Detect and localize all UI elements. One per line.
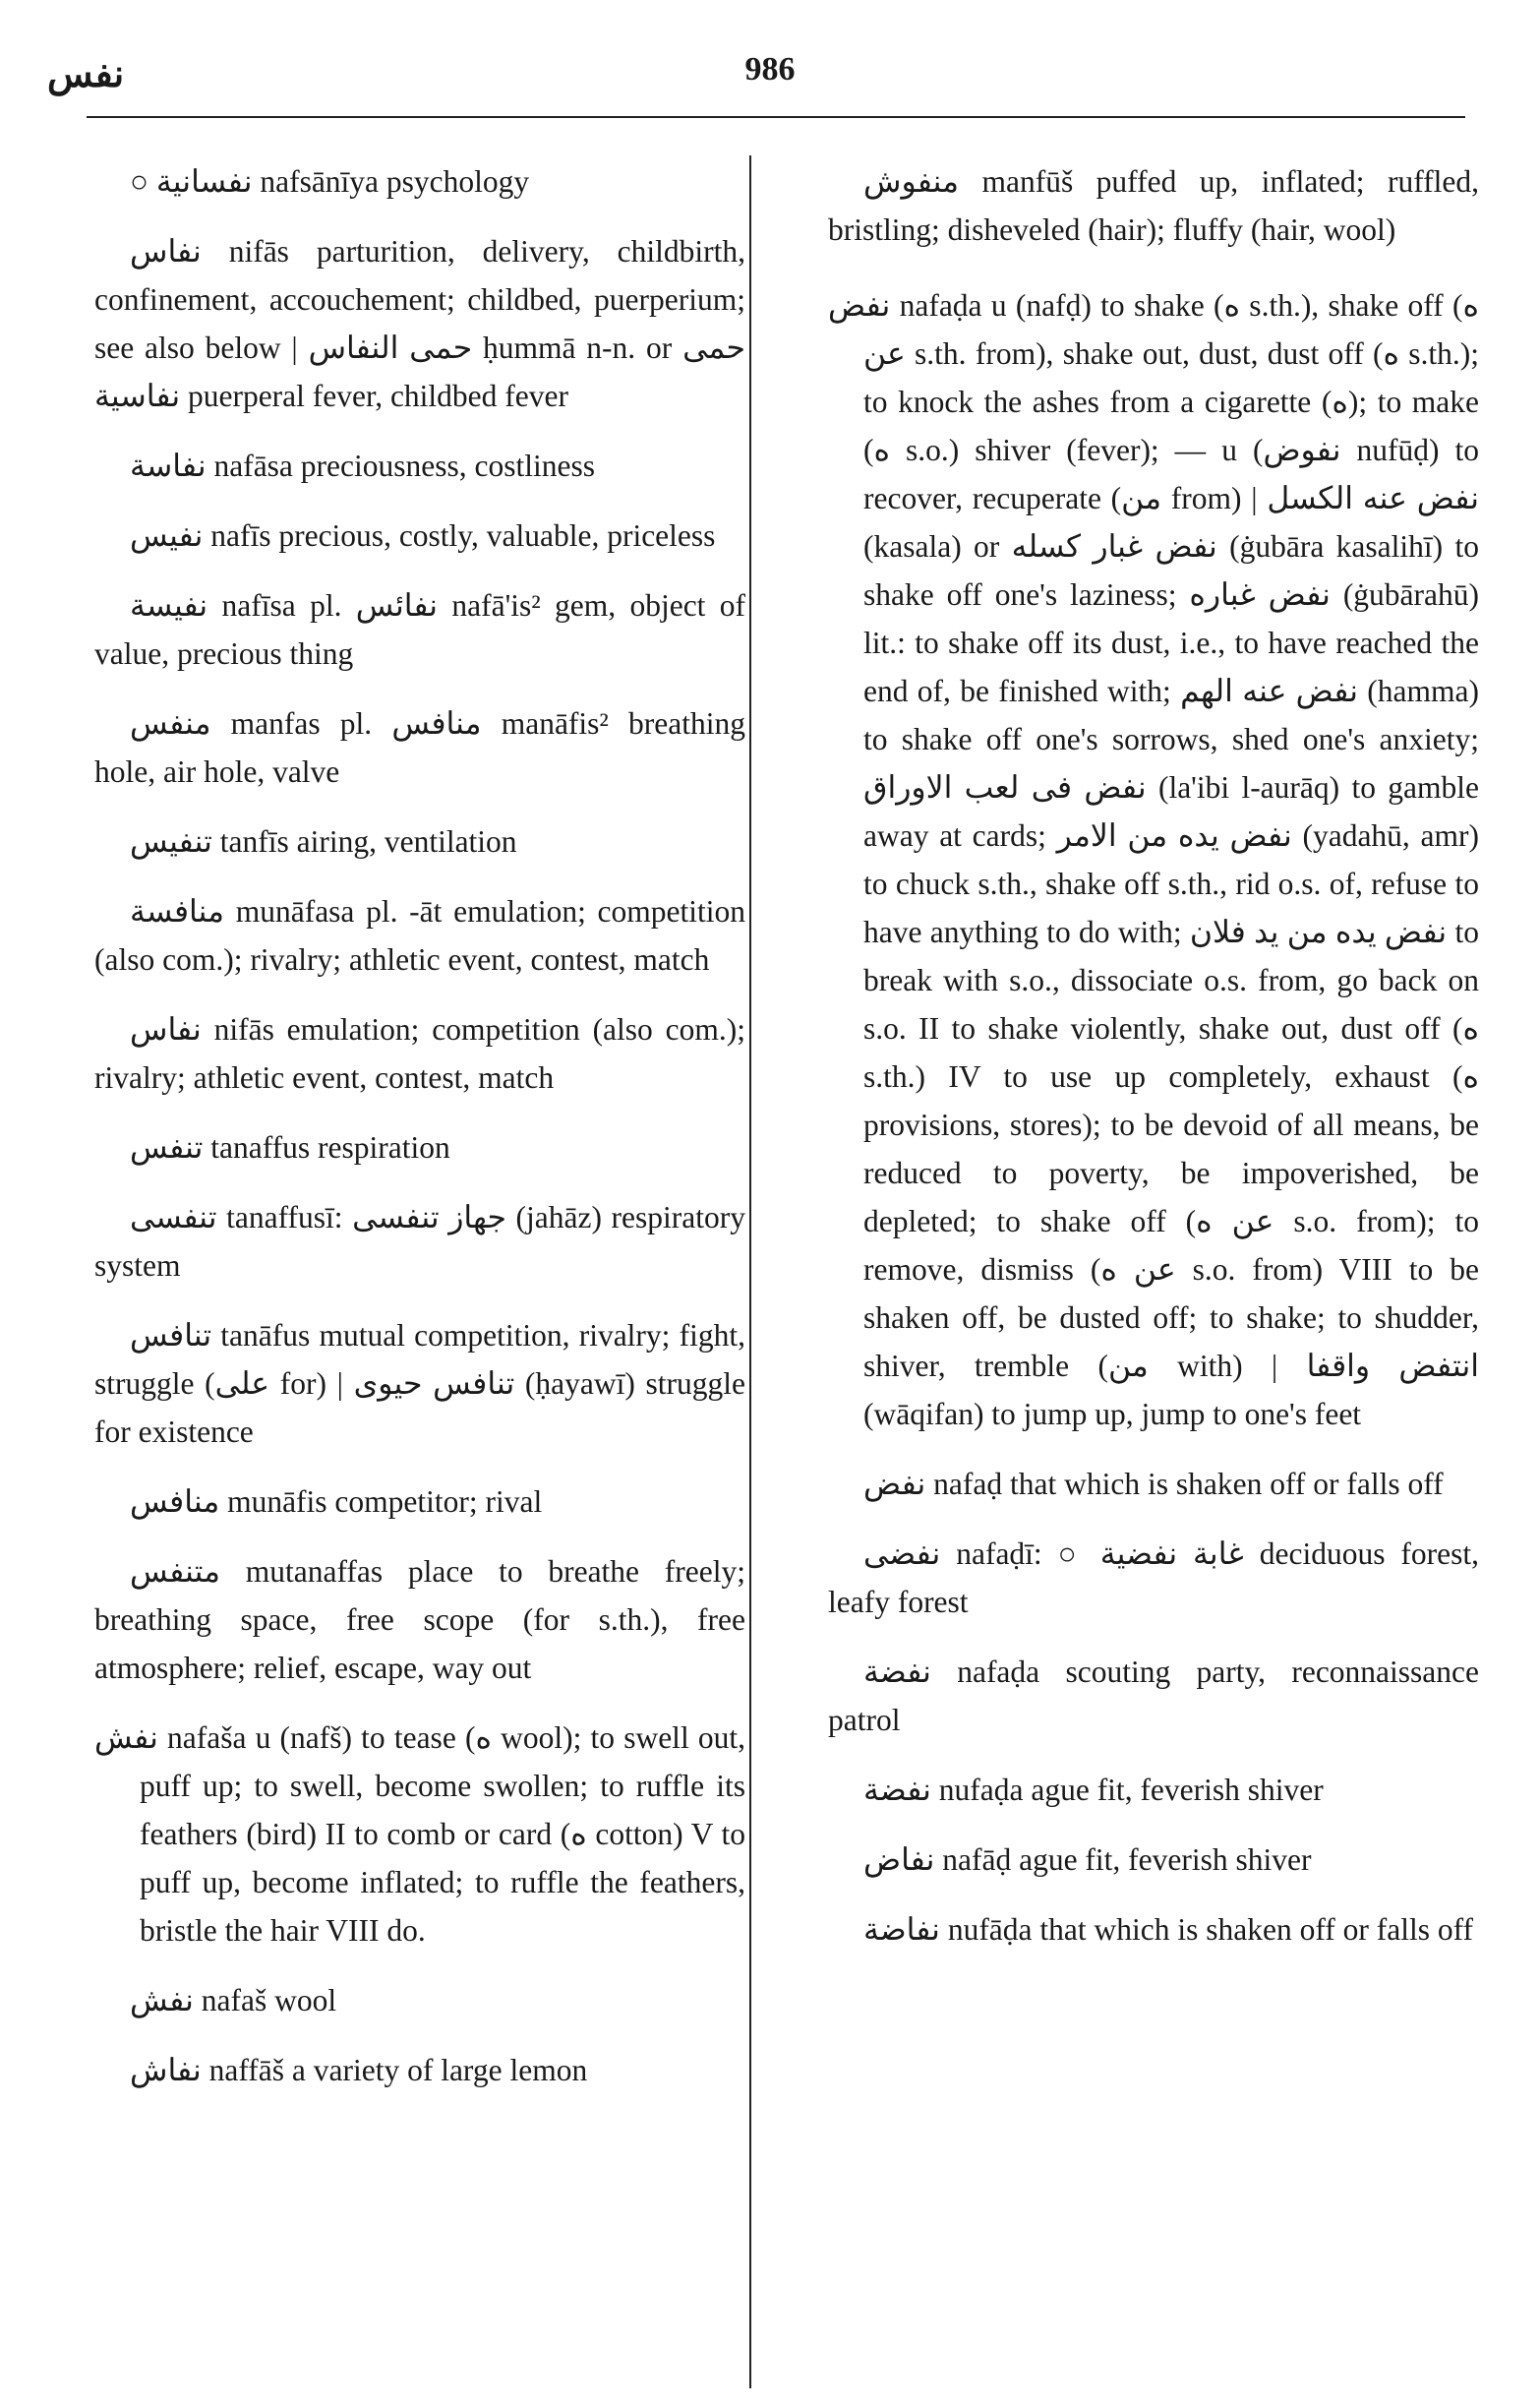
entry: نفاض nafāḍ ague fit, feverish shiver — [863, 1842, 1312, 1877]
page-number: 986 — [744, 51, 796, 88]
header-root-word: نفس — [47, 51, 125, 95]
entry: نفش nafaš wool — [130, 1983, 337, 2017]
entry: نفاسة nafāsa preciousness, costliness — [130, 449, 595, 483]
entry: ○ نفسانية nafsānīya psychology — [130, 164, 530, 199]
entry: منافس munāfis competitor; rival — [130, 1484, 543, 1519]
entry: متنفس mutanaffas place to breathe freely; breathing space, free scope (for s.th.), free atmosphere; relief, escape, way out — [94, 1554, 745, 1685]
entry: منفس manfas pl. منافس manāfis² breathing hole, air hole, valve — [94, 706, 745, 789]
entry: نفضة nufaḍa ague fit, feverish shiver — [863, 1773, 1324, 1807]
entry: نفاضة nufāḍa that which is shaken off or falls off — [863, 1912, 1474, 1947]
entry: تنفس tanaffus respiration — [130, 1130, 450, 1165]
entry: نفضة nafaḍa scouting party, reconnaissance patrol — [828, 1655, 1479, 1737]
entry: نفاش naffāš a variety of large lemon — [130, 2053, 588, 2087]
entry: نفاس nifās parturition, delivery, childbirth, confinement, accouchement; childbed, puerperium; see also below | حمى النفاس ḥummā n-n. or حمى نفاسية puerperal fever, childbed fever — [94, 234, 746, 413]
entry: تنافس tanāfus mutual competition, rivalry; fight, struggle (على for) | تنافس حيوى (ḥayawī) struggle for existence — [94, 1318, 745, 1449]
entry: نفاس nifās emulation; competition (also com.); rivalry; athletic event, contest, match — [94, 1012, 745, 1095]
entry: تنفيس tanfīs airing, ventilation — [130, 824, 517, 859]
root-entry: نفض nafaḍa u (nafḍ) to shake (ه s.th.), shake off (ه عن s.th. from), shake out, dust, dust off (ه s.th.); to knock the ashes from a cigarette (ه); to make (ه s.o.) shiver (fever); — u (نفوض nufūḍ) to recover, recuperate (من from) | نفض عنه الكسل (kasala) or نفض غبار كسله (ġubāra kasalihī) to shake off one's laziness; نفض غباره (ġubārahū) lit.: to shake off its dust, i.e., to have reached the end of, be finished with; نفض عنه الهم (hamma) to shake off one's sorrows, shed one's anxiety; نفض فى لعب الاوراق (la'ibi l-aurāq) to gamble away at cards; نفض يده من الامر (yadahū, amr) to chuck s.th., shake off s.th., rid o.s. of, refuse to have anything to do with; نفض يده من يد فلان to break with s.o., dissociate o.s. from, go back on s.o. II to shake violently, shake out, dust off (ه s.th.) IV to use up completely, exhaust (ه provisions, stores); to be devoid of all means, be reduced to poverty, be impoverished, be depleted; to shake off (عن ه s.o. from); to remove, dismiss (عن ه s.o. from) VIII to be shaken off, be dusted off; to shake; to shudder, shiver, tremble (من with) | انتفض واقفا (wāqifan) to jump up, jump to one's feet — [828, 288, 1480, 1431]
column-divider — [749, 155, 751, 2388]
left-column — [94, 157, 745, 2116]
entry: تنفسى tanaffusī: جهاز تنفسى (jahāz) respiratory system — [94, 1200, 745, 1283]
entry: نفيسة nafīsa pl. نفائس nafā'is² gem, object of value, precious thing — [94, 588, 745, 671]
right-column — [828, 157, 1479, 1975]
entry: منافسة munāfasa pl. -āt emulation; competition (also com.); rivalry; athletic event, contest, match — [94, 894, 745, 977]
entry: نفضى nafaḍī: ○ غابة نفضية deciduous forest, leafy forest — [828, 1536, 1479, 1619]
header-rule — [87, 116, 1465, 118]
entry: نفض nafaḍ that which is shaken off or falls off — [863, 1467, 1444, 1501]
entry: نفيس nafīs precious, costly, valuable, priceless — [130, 518, 716, 553]
root-entry: نفش nafaša u (nafš) to tease (ه wool); to swell out, puff up; to swell, become swollen; to ruffle its feathers (bird) II to comb or card (ه cotton) V to puff up, become inflated; to ruffle the feathers, bristle the hair VIII do. — [94, 1720, 745, 1948]
entry: منفوش manfūš puffed up, inflated; ruffled, bristling; disheveled (hair); fluffy (hair, wool) — [828, 164, 1479, 247]
